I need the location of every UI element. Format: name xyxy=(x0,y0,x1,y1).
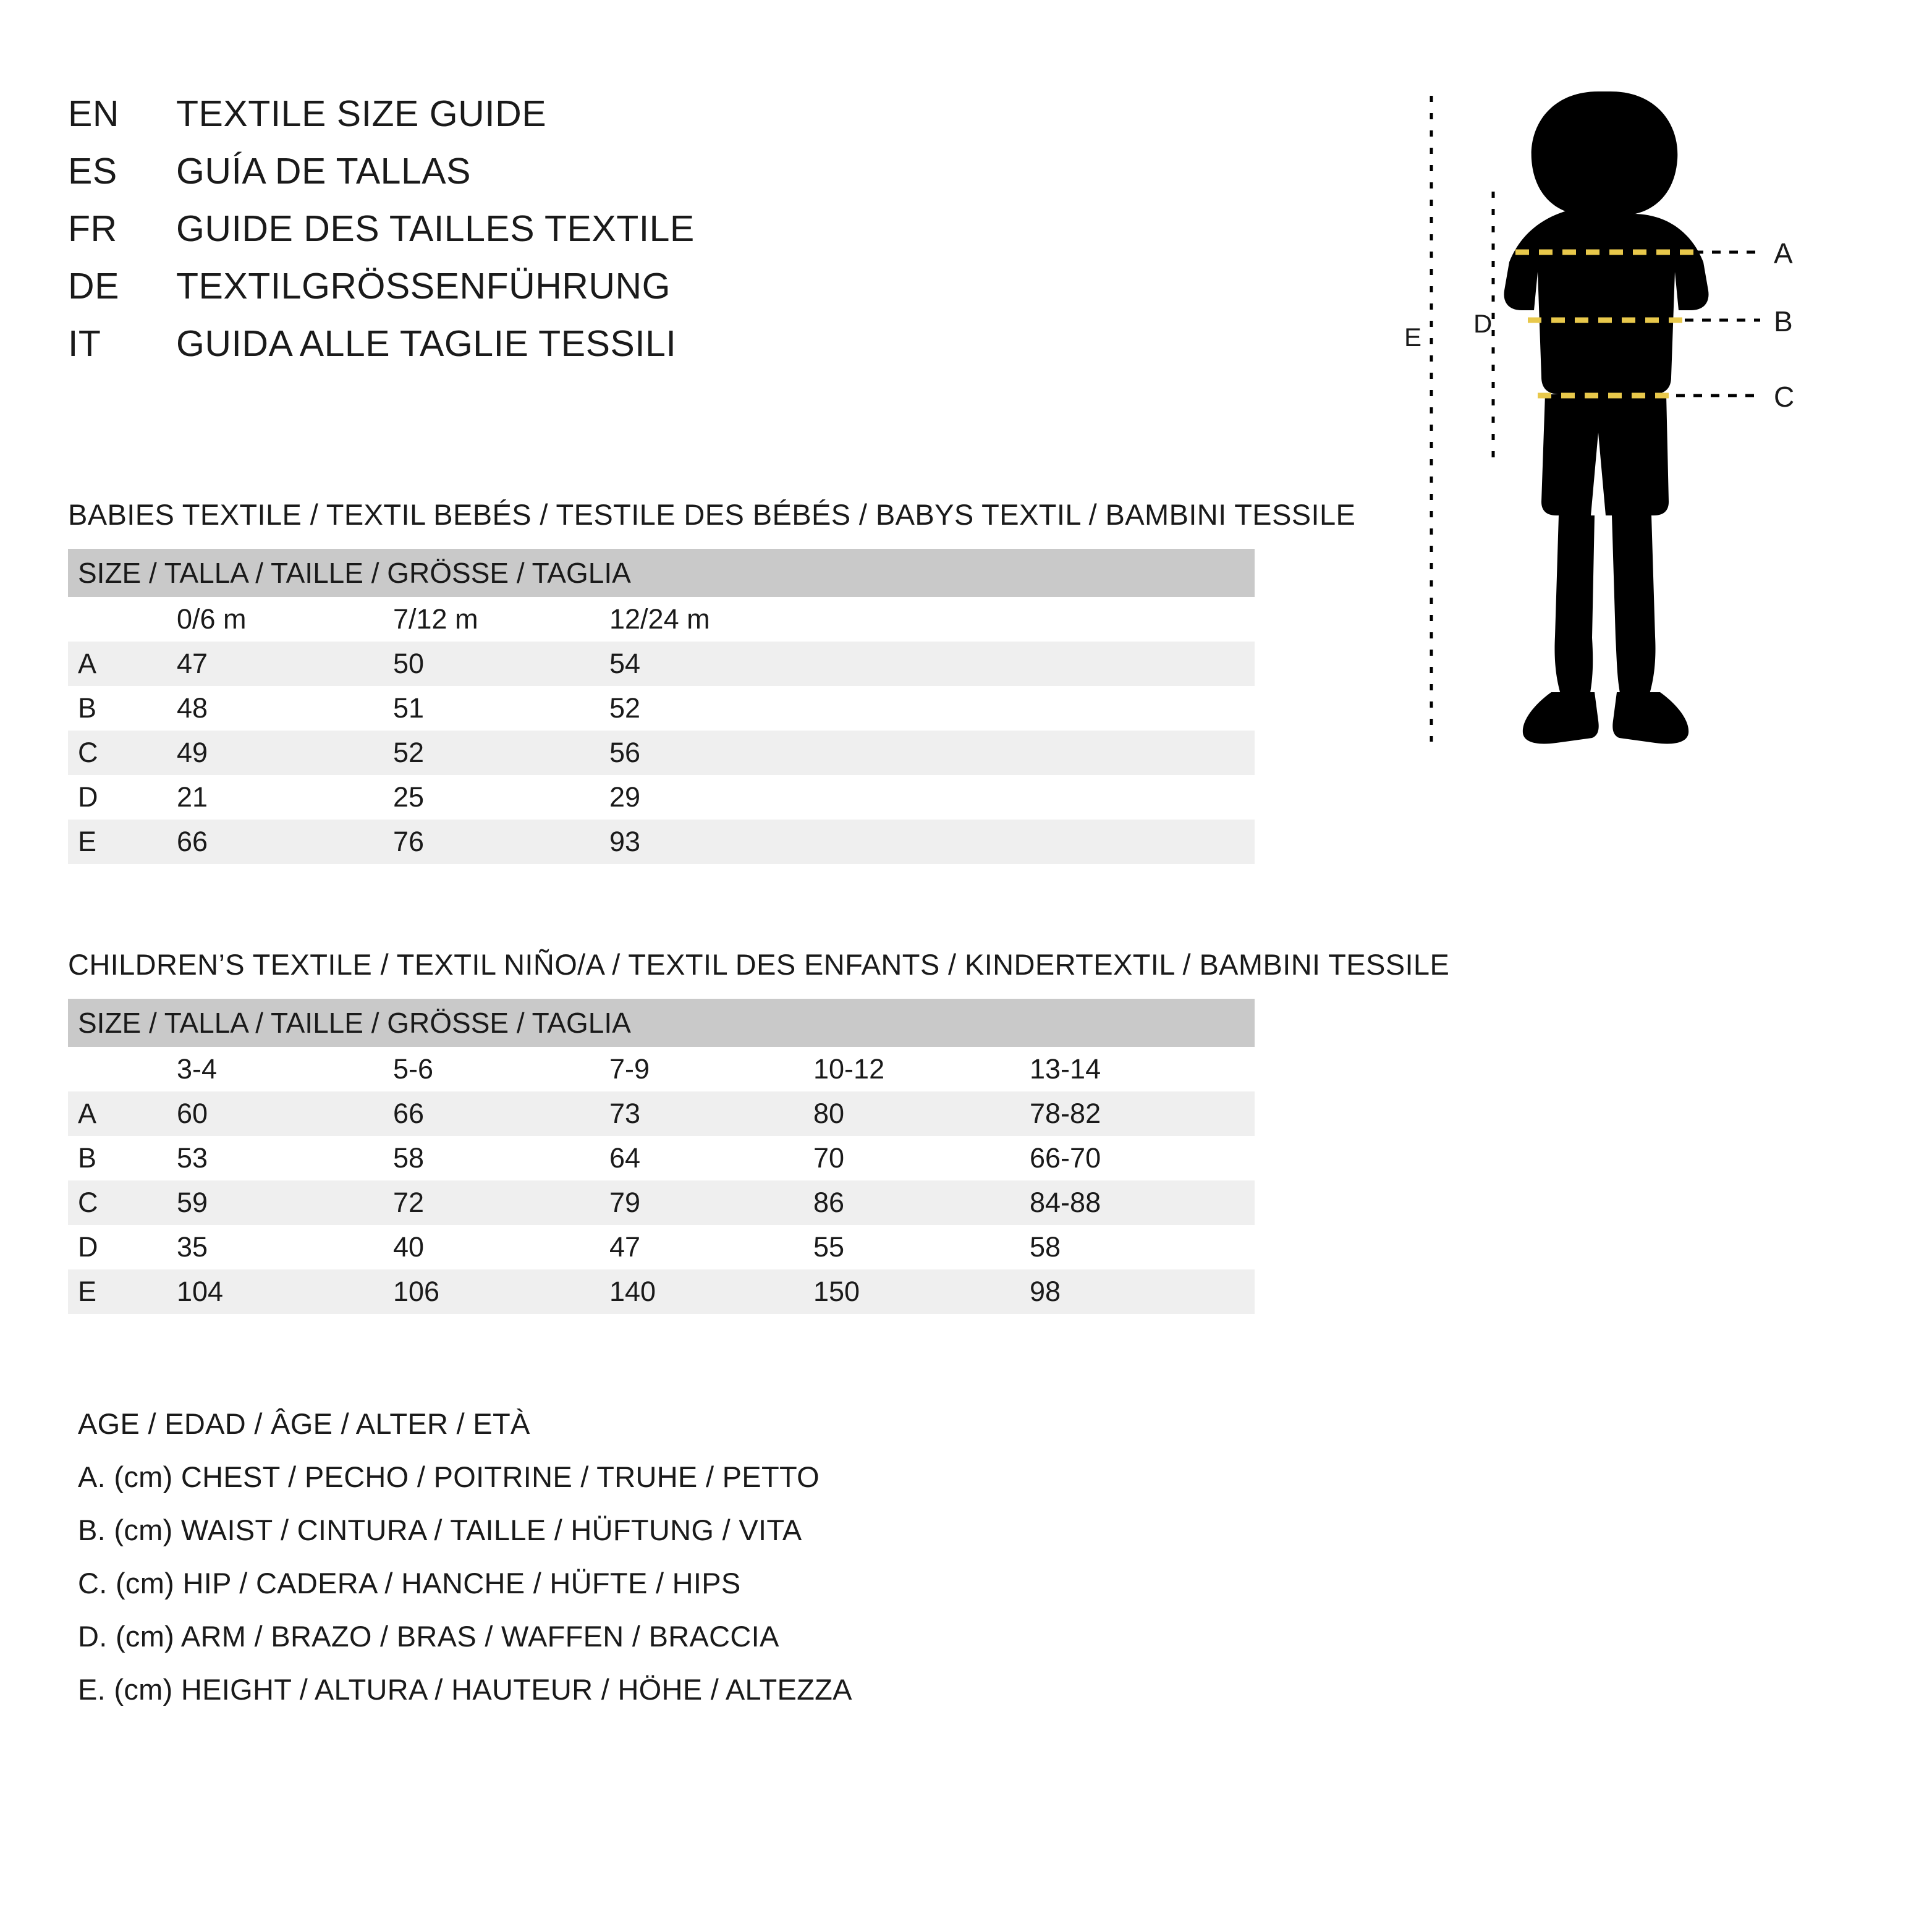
language-title: GUIDA ALLE TAGLIE TESSILI xyxy=(176,323,677,364)
babies-column-header-row xyxy=(68,597,1255,642)
cell-value: 66 xyxy=(383,1091,600,1136)
cell-value: 50 xyxy=(383,642,600,686)
row-label: A xyxy=(68,1091,167,1136)
cell-value: 55 xyxy=(803,1225,1020,1269)
cell-value: 51 xyxy=(383,686,600,731)
table-row xyxy=(68,1091,1255,1136)
children-column-header-row xyxy=(68,1047,1255,1091)
cell-value: 21 xyxy=(167,775,383,820)
children-table xyxy=(68,999,1255,1314)
row-label: D xyxy=(68,1225,167,1269)
cell-value: 25 xyxy=(383,775,600,820)
spacer-cell xyxy=(816,731,1255,775)
cell-value: 53 xyxy=(167,1136,383,1180)
language-title: GUIDE DES TAILLES TEXTILE xyxy=(176,208,695,249)
babies-col-0: 0/6 m xyxy=(167,597,383,642)
cell-value: 84-88 xyxy=(1020,1180,1255,1225)
legend-item-height: E. (cm) HEIGHT / ALTURA / HAUTEUR / HÖHE / ALTEZZA xyxy=(78,1673,852,1706)
row-label: C xyxy=(68,731,167,775)
row-label: A xyxy=(68,642,167,686)
cell-value: 70 xyxy=(803,1136,1020,1180)
cell-value: 78-82 xyxy=(1020,1091,1255,1136)
row-label: C xyxy=(68,1180,167,1225)
marker-d-label: D xyxy=(1473,309,1493,338)
cell-value: 79 xyxy=(600,1180,803,1225)
cell-value: 98 xyxy=(1020,1269,1255,1314)
legend-heading: AGE / EDAD / ÂGE / ALTER / ETÀ xyxy=(78,1407,530,1440)
cell-value: 150 xyxy=(803,1269,1020,1314)
marker-b-label: B xyxy=(1774,305,1793,337)
cell-value: 58 xyxy=(1020,1225,1255,1269)
marker-a-label: A xyxy=(1774,237,1793,269)
children-col-1: 5-6 xyxy=(383,1047,600,1091)
children-band-label: SIZE / TALLA / TAILLE / GRÖSSE / TAGLIA xyxy=(68,999,1255,1047)
cell-value: 56 xyxy=(600,731,816,775)
table-row xyxy=(68,642,1255,686)
babies-title: BABIES TEXTILE / TEXTIL BEBÉS / TESTILE DES BÉBÉS / BABYS TEXTIL / BAMBINI TESSILE xyxy=(68,498,1356,531)
cell-value: 47 xyxy=(600,1225,803,1269)
language-code: EN xyxy=(68,93,119,134)
language-code: DE xyxy=(68,266,119,307)
children-title: CHILDREN’S TEXTILE / TEXTIL NIÑO/A / TEXTIL DES ENFANTS / KINDERTEXTIL / BAMBINI TESSILE xyxy=(68,948,1450,981)
cell-value: 86 xyxy=(803,1180,1020,1225)
babies-col-2: 12/24 m xyxy=(600,597,816,642)
children-col-4: 13-14 xyxy=(1020,1047,1255,1091)
cell-value: 58 xyxy=(383,1136,600,1180)
table-row xyxy=(68,775,1255,820)
cell-value: 73 xyxy=(600,1091,803,1136)
spacer-cell xyxy=(68,597,167,642)
babies-table xyxy=(68,549,1255,864)
table-row xyxy=(68,1136,1255,1180)
spacer-cell xyxy=(816,820,1255,864)
cell-value: 72 xyxy=(383,1180,600,1225)
language-code: ES xyxy=(68,151,117,192)
cell-value: 104 xyxy=(167,1269,383,1314)
cell-value: 54 xyxy=(600,642,816,686)
table-row xyxy=(68,1180,1255,1225)
babies-band-row xyxy=(68,549,1255,597)
language-title: TEXTILE SIZE GUIDE xyxy=(176,93,547,134)
cell-value: 80 xyxy=(803,1091,1020,1136)
cell-value: 106 xyxy=(383,1269,600,1314)
children-col-0: 3-4 xyxy=(167,1047,383,1091)
cell-value: 60 xyxy=(167,1091,383,1136)
row-label: B xyxy=(68,686,167,731)
legend-item-chest: A. (cm) CHEST / PECHO / POITRINE / TRUHE / PETTO xyxy=(78,1460,820,1493)
cell-value: 49 xyxy=(167,731,383,775)
cell-value: 76 xyxy=(383,820,600,864)
row-label: E xyxy=(68,1269,167,1314)
cell-value: 47 xyxy=(167,642,383,686)
cell-value: 29 xyxy=(600,775,816,820)
cell-value: 52 xyxy=(383,731,600,775)
language-title: GUÍA DE TALLAS xyxy=(176,151,472,192)
spacer-cell xyxy=(816,597,1255,642)
row-label: B xyxy=(68,1136,167,1180)
babies-band-label: SIZE / TALLA / TAILLE / GRÖSSE / TAGLIA xyxy=(68,549,1255,597)
table-row xyxy=(68,820,1255,864)
cell-value: 64 xyxy=(600,1136,803,1180)
spacer-cell xyxy=(816,686,1255,731)
table-row xyxy=(68,731,1255,775)
cell-value: 66-70 xyxy=(1020,1136,1255,1180)
table-row xyxy=(68,1269,1255,1314)
cell-value: 48 xyxy=(167,686,383,731)
marker-e-label: E xyxy=(1404,323,1422,352)
cell-value: 35 xyxy=(167,1225,383,1269)
cell-value: 66 xyxy=(167,820,383,864)
spacer-cell xyxy=(816,775,1255,820)
row-label: D xyxy=(68,775,167,820)
babies-col-1: 7/12 m xyxy=(383,597,600,642)
cell-value: 59 xyxy=(167,1180,383,1225)
language-code: IT xyxy=(68,323,101,364)
child-silhouette xyxy=(1504,91,1709,744)
measurement-figure xyxy=(1394,87,1827,754)
table-row xyxy=(68,1225,1255,1269)
row-label: E xyxy=(68,820,167,864)
legend-item-hip: C. (cm) HIP / CADERA / HANCHE / HÜFTE / HIPS xyxy=(78,1567,741,1599)
cell-value: 52 xyxy=(600,686,816,731)
legend-item-waist: B. (cm) WAIST / CINTURA / TAILLE / HÜFTUNG / VITA xyxy=(78,1514,802,1546)
marker-c-label: C xyxy=(1774,381,1795,413)
cell-value: 93 xyxy=(600,820,816,864)
children-band-row xyxy=(68,999,1255,1047)
language-title: TEXTILGRÖSSENFÜHRUNG xyxy=(176,266,671,307)
spacer-cell xyxy=(816,642,1255,686)
legend-section xyxy=(68,1407,1821,1726)
children-section xyxy=(68,947,1821,1314)
table-row xyxy=(68,686,1255,731)
spacer-cell xyxy=(68,1047,167,1091)
legend-item-arm: D. (cm) ARM / BRAZO / BRAS / WAFFEN / BRACCIA xyxy=(78,1620,779,1653)
language-code: FR xyxy=(68,208,117,249)
cell-value: 40 xyxy=(383,1225,600,1269)
children-col-2: 7-9 xyxy=(600,1047,803,1091)
cell-value: 140 xyxy=(600,1269,803,1314)
children-col-3: 10-12 xyxy=(803,1047,1020,1091)
